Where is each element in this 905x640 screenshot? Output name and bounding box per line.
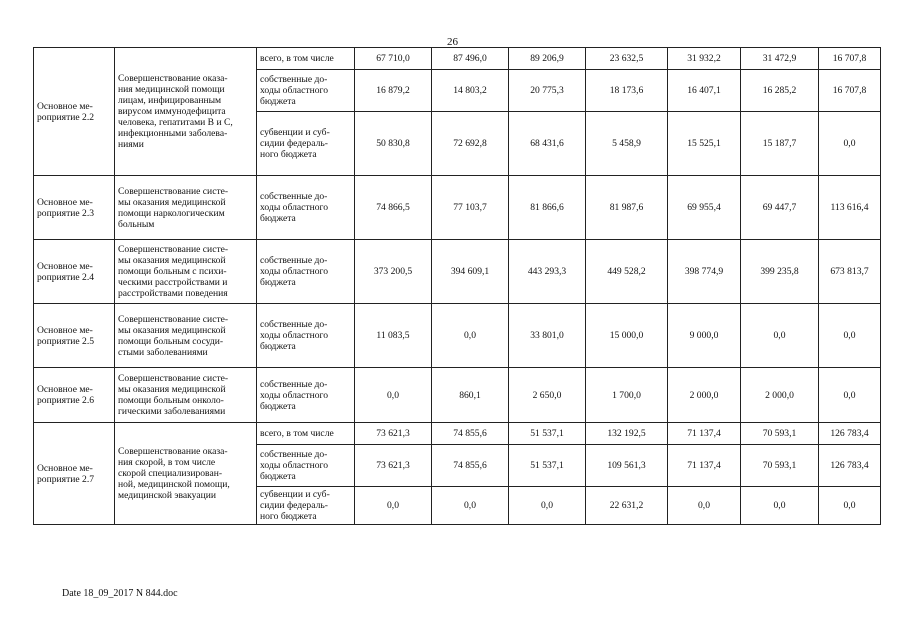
amount-cell: 132 192,5	[586, 423, 668, 445]
event-cell: Основное ме- роприятие 2.5	[34, 304, 115, 368]
amount-cell: 50 830,8	[355, 112, 432, 176]
amount-cell: 16 707,8	[819, 48, 881, 70]
amount-cell: 14 803,2	[432, 70, 509, 112]
amount-cell: 72 692,8	[432, 112, 509, 176]
amount-cell: 16 407,1	[668, 70, 741, 112]
amount-cell: 74 866,5	[355, 176, 432, 240]
event-name-cell: Совершенствование систе- мы оказания медицинской помощи больным онколо- гическими заболеваниями	[115, 368, 257, 423]
event-name-cell: Совершенствование систе- мы оказания медицинской помощи больным сосуди- стыми заболеваниями	[115, 304, 257, 368]
amount-cell: 0,0	[741, 304, 819, 368]
amount-cell: 31 472,9	[741, 48, 819, 70]
amount-cell: 71 137,4	[668, 423, 741, 445]
amount-cell: 89 206,9	[509, 48, 586, 70]
amount-cell: 0,0	[509, 487, 586, 525]
event-name-cell: Совершенствование систе- мы оказания медицинской помощи больным с психи- ческими расстройствами и расстройствами поведения	[115, 240, 257, 304]
amount-cell: 0,0	[355, 368, 432, 423]
funding-source-cell: собственные до- ходы областного бюджета	[257, 176, 355, 240]
table-row	[34, 423, 881, 445]
amount-cell: 23 632,5	[586, 48, 668, 70]
event-cell: Основное ме- роприятие 2.2	[34, 48, 115, 176]
table-row	[34, 48, 881, 70]
amount-cell: 77 103,7	[432, 176, 509, 240]
amount-cell: 126 783,4	[819, 445, 881, 487]
amount-cell: 15 000,0	[586, 304, 668, 368]
amount-cell: 73 621,3	[355, 445, 432, 487]
amount-cell: 16 707,8	[819, 70, 881, 112]
amount-cell: 0,0	[668, 487, 741, 525]
amount-cell: 113 616,4	[819, 176, 881, 240]
amount-cell: 2 000,0	[741, 368, 819, 423]
amount-cell: 860,1	[432, 368, 509, 423]
amount-cell: 22 631,2	[586, 487, 668, 525]
table-row	[34, 240, 881, 304]
event-cell: Основное ме- роприятие 2.7	[34, 423, 115, 525]
amount-cell: 81 866,6	[509, 176, 586, 240]
budget-table	[33, 47, 881, 525]
amount-cell: 51 537,1	[509, 445, 586, 487]
table-row	[34, 368, 881, 423]
funding-source-cell: собственные до- ходы областного бюджета	[257, 240, 355, 304]
funding-source-cell: собственные до- ходы областного бюджета	[257, 368, 355, 423]
amount-cell: 16 879,2	[355, 70, 432, 112]
amount-cell: 0,0	[819, 304, 881, 368]
amount-cell: 74 855,6	[432, 423, 509, 445]
amount-cell: 81 987,6	[586, 176, 668, 240]
amount-cell: 74 855,6	[432, 445, 509, 487]
event-name-cell: Совершенствование оказа- ния скорой, в том числе скорой специализирован- ной, медицинской помощи, медицинской эвакуации	[115, 423, 257, 525]
amount-cell: 68 431,6	[509, 112, 586, 176]
amount-cell: 71 137,4	[668, 445, 741, 487]
amount-cell: 398 774,9	[668, 240, 741, 304]
amount-cell: 1 700,0	[586, 368, 668, 423]
page-number: 26	[447, 36, 458, 48]
table-row	[34, 176, 881, 240]
amount-cell: 70 593,1	[741, 445, 819, 487]
table-body	[34, 48, 881, 525]
event-cell: Основное ме- роприятие 2.6	[34, 368, 115, 423]
amount-cell: 69 955,4	[668, 176, 741, 240]
amount-cell: 0,0	[432, 304, 509, 368]
amount-cell: 51 537,1	[509, 423, 586, 445]
funding-source-cell: субвенции и суб- сидии федераль- ного бюджета	[257, 112, 355, 176]
amount-cell: 109 561,3	[586, 445, 668, 487]
amount-cell: 15 525,1	[668, 112, 741, 176]
event-cell: Основное ме- роприятие 2.4	[34, 240, 115, 304]
amount-cell: 394 609,1	[432, 240, 509, 304]
funding-source-cell: всего, в том числе	[257, 48, 355, 70]
event-name-cell: Совершенствование систе- мы оказания медицинской помощи наркологическим больным	[115, 176, 257, 240]
amount-cell: 0,0	[355, 487, 432, 525]
amount-cell: 20 775,3	[509, 70, 586, 112]
amount-cell: 9 000,0	[668, 304, 741, 368]
funding-source-cell: собственные до- ходы областного бюджета	[257, 304, 355, 368]
amount-cell: 373 200,5	[355, 240, 432, 304]
amount-cell: 2 000,0	[668, 368, 741, 423]
amount-cell: 15 187,7	[741, 112, 819, 176]
amount-cell: 11 083,5	[355, 304, 432, 368]
amount-cell: 449 528,2	[586, 240, 668, 304]
amount-cell: 67 710,0	[355, 48, 432, 70]
amount-cell: 0,0	[819, 112, 881, 176]
amount-cell: 70 593,1	[741, 423, 819, 445]
amount-cell: 0,0	[741, 487, 819, 525]
amount-cell: 31 932,2	[668, 48, 741, 70]
event-name-cell: Совершенствование оказа- ния медицинской помощи лицам, инфицированным вирусом иммунодефицита человека, гепатитами В и С, инфекционными заболева- ниями	[115, 48, 257, 176]
document-footer: Date 18_09_2017 N 844.doc	[62, 588, 178, 599]
funding-source-cell: субвенции и суб- сидии федераль- ного бюджета	[257, 487, 355, 525]
funding-source-cell: собственные до- ходы областного бюджета	[257, 70, 355, 112]
amount-cell: 73 621,3	[355, 423, 432, 445]
amount-cell: 33 801,0	[509, 304, 586, 368]
amount-cell: 0,0	[819, 487, 881, 525]
amount-cell: 673 813,7	[819, 240, 881, 304]
amount-cell: 0,0	[819, 368, 881, 423]
amount-cell: 18 173,6	[586, 70, 668, 112]
amount-cell: 69 447,7	[741, 176, 819, 240]
amount-cell: 126 783,4	[819, 423, 881, 445]
amount-cell: 16 285,2	[741, 70, 819, 112]
amount-cell: 443 293,3	[509, 240, 586, 304]
amount-cell: 87 496,0	[432, 48, 509, 70]
amount-cell: 399 235,8	[741, 240, 819, 304]
amount-cell: 0,0	[432, 487, 509, 525]
table-row	[34, 304, 881, 368]
funding-source-cell: всего, в том числе	[257, 423, 355, 445]
event-cell: Основное ме- роприятие 2.3	[34, 176, 115, 240]
amount-cell: 2 650,0	[509, 368, 586, 423]
amount-cell: 5 458,9	[586, 112, 668, 176]
funding-source-cell: собственные до- ходы областного бюджета	[257, 445, 355, 487]
